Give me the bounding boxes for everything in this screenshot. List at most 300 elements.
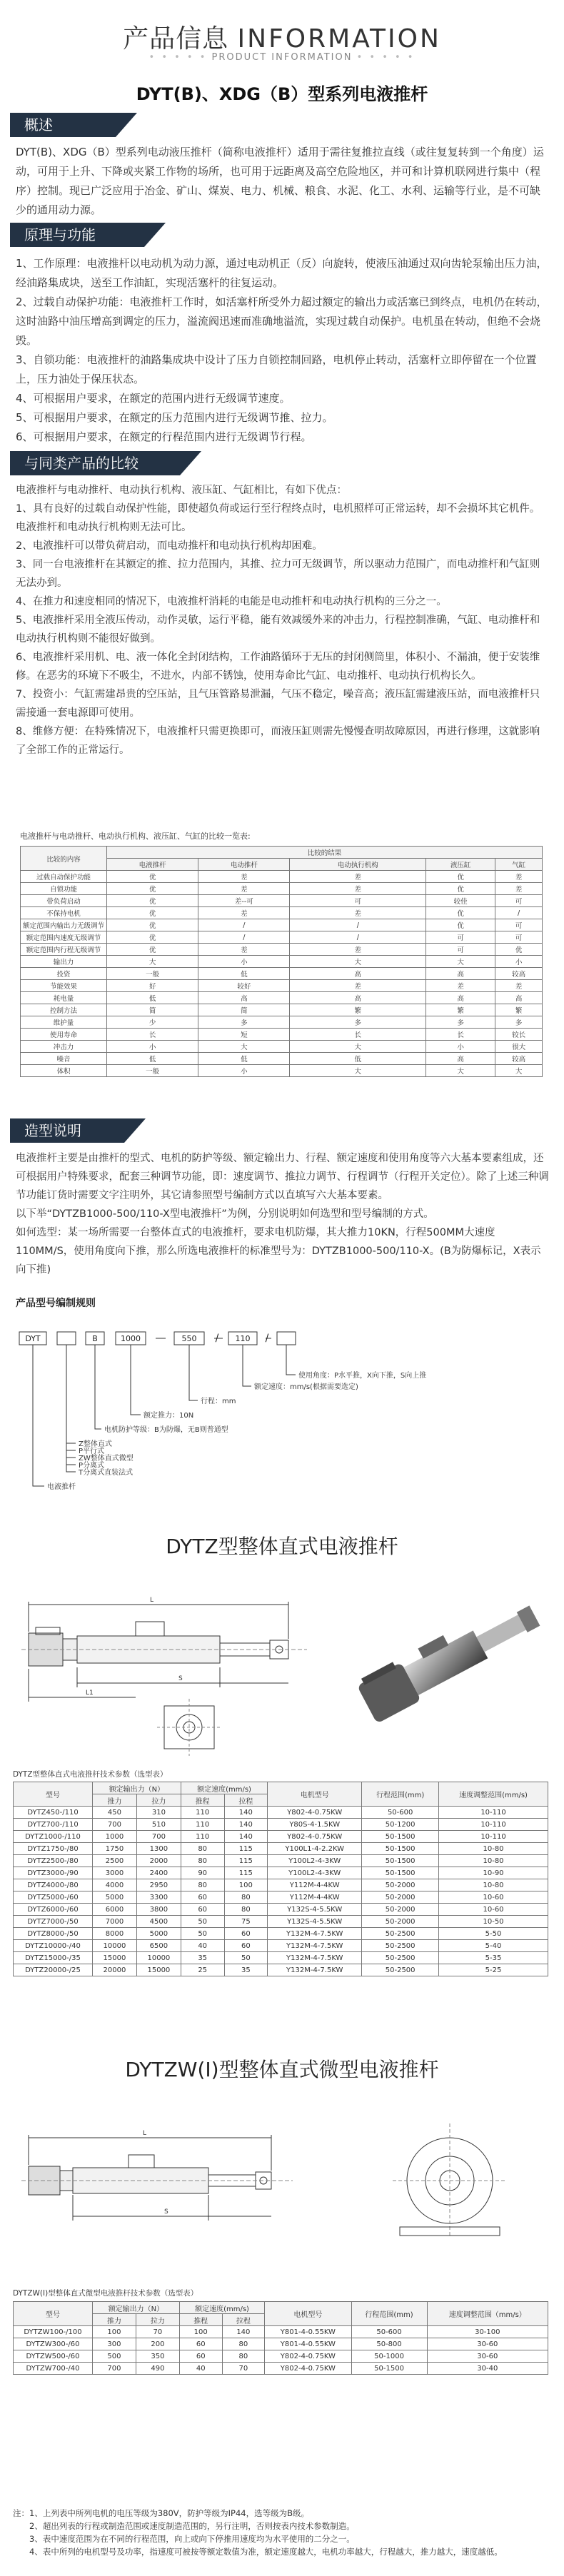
principle-list xyxy=(16,254,550,447)
code-label: Z整体直式 xyxy=(79,1440,112,1448)
table-header: 电机型号 xyxy=(268,1782,362,1807)
table-header: 行程范围(mm) xyxy=(351,2302,427,2326)
table-cell: DYTZW100-/100 xyxy=(14,2326,93,2338)
table-cell: 2400 xyxy=(136,1867,181,1879)
table-cell: 差 xyxy=(198,907,290,919)
table-cell: 40 xyxy=(181,1940,224,1952)
list-item: 7、投资小：气缸需建昂贵的空压站，且气压管路易泄漏，气压不稳定，噪音高；液压缸需建液压站，而电液推杆只需接通一套电源即可使用。 xyxy=(16,689,540,719)
table-cell: 6000 xyxy=(93,1904,137,1916)
table-cell: 优 xyxy=(107,895,198,907)
table-cell: 差 xyxy=(198,871,290,883)
table-cell: DYTZ15000-/35 xyxy=(14,1952,93,1964)
table-cell: 80 xyxy=(222,2338,265,2350)
table-cell: 3800 xyxy=(136,1904,181,1916)
table-cell: 繁 xyxy=(290,1004,426,1016)
table-cell: 700 xyxy=(93,2363,136,2375)
table-cell: 高 xyxy=(426,968,495,980)
table-cell: 100 xyxy=(93,2326,136,2338)
model1-title: DYTZ型整体直式电液推杆 xyxy=(166,1535,398,1558)
table-cell: 50-2000 xyxy=(362,1916,439,1928)
table-cell: 8000 xyxy=(93,1928,137,1940)
table-header: 拉程 xyxy=(222,2314,265,2326)
table-row xyxy=(14,1904,548,1916)
list-item: 1、工作原理：电液推杆以电动机为动力源，通过电动机正（反）向旋转，使液压油通过双向齿轮泵输出压力油，经油路集成块，送至工作油缸，实现活塞杆的往复运动。 xyxy=(16,257,548,289)
table-cell: 10-60 xyxy=(439,1891,548,1904)
table-cell: 50-2500 xyxy=(362,1952,439,1964)
table-cell: DYTZ1000-/110 xyxy=(14,1831,93,1843)
table-cell: 很大 xyxy=(495,1041,543,1053)
table-header: 拉程 xyxy=(224,1794,268,1807)
code-box-type xyxy=(57,1332,76,1345)
table-header: 型号 xyxy=(14,1782,93,1807)
table-cell: 可 xyxy=(426,944,495,956)
table-cell: 节能效果 xyxy=(21,980,107,992)
table-cell: DYTZ3000-/90 xyxy=(14,1867,93,1879)
table-cell: 差 xyxy=(290,871,426,883)
table-cell: 额定范围内速度无级调节 xyxy=(21,931,107,944)
code-label: ZW整体直式微型 xyxy=(79,1455,134,1463)
table-cell: 差 xyxy=(290,907,426,919)
table-cell: 2000 xyxy=(136,1855,181,1867)
table-cell: 50-1200 xyxy=(362,1819,439,1831)
table-cell: 10-80 xyxy=(439,1855,548,1867)
table-cell: 50 xyxy=(224,1952,268,1964)
table-cell: 多 xyxy=(426,1016,495,1029)
table-cell: 优 xyxy=(107,883,198,895)
table-row xyxy=(21,919,543,931)
table-cell: Y112M-4-4KW xyxy=(268,1891,362,1904)
table-cell: 繁 xyxy=(426,1004,495,1016)
table-cell: 可 xyxy=(495,895,543,907)
table-cell: 140 xyxy=(224,1831,268,1843)
table-cell: 50-600 xyxy=(351,2326,427,2338)
table-cell: 3000 xyxy=(93,1867,137,1879)
table-header: 推程 xyxy=(181,1794,224,1807)
table-cell: 50 xyxy=(181,1916,224,1928)
table-cell: 60 xyxy=(181,1904,224,1916)
table-cell: 450 xyxy=(93,1807,137,1819)
table-row xyxy=(21,931,543,944)
table-cell: 20000 xyxy=(93,1964,137,1976)
table-cell: 80 xyxy=(222,2350,265,2363)
table-cell: 差 xyxy=(290,980,426,992)
table-cell: 10-110 xyxy=(439,1819,548,1831)
code-label: 电液推杆 xyxy=(47,1483,76,1491)
selection-text xyxy=(16,1149,550,1279)
table-cell: 10-90 xyxy=(439,1867,548,1879)
list-item: 2、过载自动保护功能：电液推杆工作时，如活塞杆所受外力超过额定的输出力或活塞已到终点，电机仍在转动，这时油路中油压增高到调定的压力，溢流阀迅速而准确地溢流，实现过载自动保护。电机虽在转动，但绝不会烧毁。 xyxy=(16,296,548,347)
table-cell: 较高 xyxy=(495,1053,543,1065)
table-cell: 80 xyxy=(224,1891,268,1904)
table-cell: 差 xyxy=(426,980,495,992)
table-row xyxy=(21,871,543,883)
table-cell: DYTZW500-/60 xyxy=(14,2350,93,2363)
code-label: 使用角度：P水平推，X向下推，S向上推 xyxy=(298,1372,427,1380)
overview-text: DYT(B)、XDG（B）型系列电动液压推杆（简称电液推杆）适用于需往复推拉直线（或往复复转到一个角度）运动，可用于上升、下降或夹紧工作物的场所，也可用于远距离及高空危险地区，并可和计算机联网进行集中（程序）控制。现已广泛应用于冶金、矿山、煤炭、电力、机械、粮食、水泥、化工、水利、运输等行业，是不可缺少的通用动力源。 xyxy=(16,146,544,216)
table-cell: 50-2500 xyxy=(362,1964,439,1976)
comparison-table-body xyxy=(21,871,543,1077)
table-cell: 优 xyxy=(107,871,198,883)
table-cell: 低 xyxy=(290,1053,426,1065)
table-row xyxy=(14,2326,548,2338)
list-item: 电液推杆与电动推杆、电动执行机构、液压缸、气缸相比，有如下优点： xyxy=(16,485,347,496)
table-cell: Y132M-4-7.5KW xyxy=(268,1928,362,1940)
table-cell: DYTZ20000-/25 xyxy=(14,1964,93,1976)
table-cell: DYTZ450-/110 xyxy=(14,1807,93,1819)
table-group-header: 比较的结果 xyxy=(107,847,543,859)
note-line: 3、表中速度范围为在不同的行程范围，向上或向下停推用速度均为水平使用的二分之一。 xyxy=(13,2534,355,2544)
code-label: 额定推力：10N xyxy=(143,1412,194,1420)
table-row xyxy=(21,944,543,956)
table-cell: 差 xyxy=(495,980,543,992)
table-cell: Y80S-4-1.5KW xyxy=(268,1819,362,1831)
table-cell: 大 xyxy=(290,1041,426,1053)
table-header: 额定输出力（N） xyxy=(93,2302,180,2314)
table-cell: Y132M-4-7.5KW xyxy=(268,1952,362,1964)
table-cell: Y112M-4-4KW xyxy=(268,1879,362,1891)
table-cell: 4500 xyxy=(136,1916,181,1928)
table-cell: DYTZ7000-/50 xyxy=(14,1916,93,1928)
notes xyxy=(13,2507,553,2558)
table-cell: Y802-4-0.75KW xyxy=(265,2350,351,2363)
table-cell: 多 xyxy=(290,1016,426,1029)
table-cell: 低 xyxy=(198,1053,290,1065)
table-cell: 500 xyxy=(93,2350,136,2363)
table-cell: 5000 xyxy=(136,1928,181,1940)
table-cell: 15000 xyxy=(136,1964,181,1976)
table-cell: 长 xyxy=(107,1029,198,1041)
table-cell: 10-50 xyxy=(439,1916,548,1928)
table-header: 拉力 xyxy=(136,2314,179,2326)
table-cell: 可 xyxy=(290,895,426,907)
table-cell: 90 xyxy=(181,1867,224,1879)
table-cell: 优 xyxy=(426,907,495,919)
code-label: T分离式直装法式 xyxy=(79,1469,134,1477)
table-header: 速度调整范围(mm/s) xyxy=(439,1782,548,1807)
section-bar-overview: 概述 xyxy=(10,113,116,137)
table-cell: 10-60 xyxy=(439,1904,548,1916)
table-cell: 简 xyxy=(198,1004,290,1016)
table-cell: Y801-4-0.55KW xyxy=(265,2338,351,2350)
table-cell: 输出力 xyxy=(21,956,107,968)
table-cell: Y802-4-0.75KW xyxy=(265,2363,351,2375)
table-cell: 700 xyxy=(136,1831,181,1843)
table-cell: 50-1500 xyxy=(362,1855,439,1867)
list-item: 6、电液推杆采用机、电、液一体化全封闭结构，工作油路循环于无压的封闭侧筒里，体积小、不漏油，便于安装维修。在恶劣的环境下不吸尘，不进水，内部不锈蚀，使用寿命比气缸、电动推杆、电动执行机构长久。 xyxy=(16,652,540,682)
svg-text:L: L xyxy=(150,1597,154,1604)
table-cell: 60 xyxy=(224,1928,268,1940)
table-cell: 优 xyxy=(107,931,198,944)
table-cell: 490 xyxy=(136,2363,179,2375)
list-item: 如何选型：某一场所需要一台整体直式的电液推杆，要求电机防爆，其大推力10KN，行程500MM大速度110MM/S，使用角度向下推，那么所选电液推杆的标准型号为：DYTZB1000-500/110-X。(B为防爆标记，X表示向下推) xyxy=(16,1227,541,1276)
table-cell: Y132M-4-7.5KW xyxy=(268,1940,362,1952)
table-cell: 100 xyxy=(179,2326,222,2338)
table-cell: / xyxy=(198,931,290,944)
table-header: 电液推杆 xyxy=(107,859,198,871)
table-cell: 大 xyxy=(290,1065,426,1077)
table-cell: 350 xyxy=(136,2350,179,2363)
table-cell: 高 xyxy=(495,992,543,1004)
header-title xyxy=(0,19,564,55)
table-header: 推力 xyxy=(93,1794,137,1807)
table-cell: 小 xyxy=(107,1041,198,1053)
table-row xyxy=(14,1819,548,1831)
table-cell: 大 xyxy=(290,956,426,968)
code-label: P平行式 xyxy=(79,1448,105,1455)
table-cell: 5-35 xyxy=(439,1952,548,1964)
model2-title: DYTZW(I)型整体直式微型电液推杆 xyxy=(125,2058,439,2081)
table-cell: Y132S-4-5.5KW xyxy=(268,1916,362,1928)
table-cell: 额定范围内行程无级调节 xyxy=(21,944,107,956)
note-line: 4、表中所列的电机型号及功率，指速度可被按等额定数值为准，额定速度越大，电机功率越大，行程越大，推力越大，速度越低。 xyxy=(13,2547,503,2557)
svg-text:S: S xyxy=(164,2208,168,2216)
table-cell: 35 xyxy=(181,1952,224,1964)
table-cell: 较长 xyxy=(495,1029,543,1041)
header-title-en: INFORMATION xyxy=(237,24,441,54)
table-cell: 优 xyxy=(107,944,198,956)
table-cell: 50-2000 xyxy=(362,1891,439,1904)
note-line: 注：1、上列表中所列电机的电压等级为380V，防护等级为IP44，选等级为B级。 xyxy=(13,2508,309,2518)
table-cell: Y801-4-0.55KW xyxy=(265,2326,351,2338)
model1-end-view xyxy=(157,1699,243,1763)
table-cell: 30-60 xyxy=(427,2338,548,2350)
table-cell: 50-2500 xyxy=(362,1928,439,1940)
code-box-text: 110 xyxy=(235,1334,251,1343)
table-cell: 可 xyxy=(495,919,543,931)
table-cell: 优 xyxy=(426,871,495,883)
table-row xyxy=(14,2350,548,2363)
code-box-angle xyxy=(277,1332,296,1345)
code-box-text: 550 xyxy=(181,1334,197,1343)
table-cell: 可 xyxy=(426,931,495,944)
table-cell: 一般 xyxy=(107,1065,198,1077)
table-header: 行程范围(mm) xyxy=(362,1782,439,1807)
table-cell: 低 xyxy=(198,968,290,980)
table-row xyxy=(14,1855,548,1867)
table-cell: DYTZ700-/110 xyxy=(14,1819,93,1831)
table-cell: 30-100 xyxy=(427,2326,548,2338)
table-cell: 可 xyxy=(495,931,543,944)
section-bar-selection: 造型说明 xyxy=(10,1118,124,1143)
table-cell: 115 xyxy=(224,1867,268,1879)
table-cell: 80 xyxy=(181,1843,224,1855)
table-cell: 短 xyxy=(198,1029,290,1041)
table-row xyxy=(14,1964,548,1976)
header-subtitle: • • • • • PRODUCT INFORMATION • • • • • xyxy=(148,52,416,63)
table-header: 额定速度(mm/s) xyxy=(181,1782,267,1794)
table-cell: 大 xyxy=(107,956,198,968)
table-cell: 长 xyxy=(290,1029,426,1041)
table-cell: 大 xyxy=(426,956,495,968)
table-row xyxy=(14,1940,548,1952)
table-cell: 耗电量 xyxy=(21,992,107,1004)
table-cell: 高 xyxy=(426,992,495,1004)
table-cell: 1000 xyxy=(93,1831,137,1843)
table-cell: DYTZ8000-/50 xyxy=(14,1928,93,1940)
table-cell: 2500 xyxy=(93,1855,137,1867)
table-cell: DYTZ10000-/40 xyxy=(14,1940,93,1952)
table-header: 电机型号 xyxy=(265,2302,351,2326)
table-cell: 110 xyxy=(181,1807,224,1819)
table-cell: 冲击力 xyxy=(21,1041,107,1053)
table-cell: 200 xyxy=(136,2338,179,2350)
table-header: 电动执行机构 xyxy=(290,859,426,871)
table-cell: 额定范围内输出力无级调节 xyxy=(21,919,107,931)
table-cell: 5-50 xyxy=(439,1928,548,1940)
table-cell: 75 xyxy=(224,1916,268,1928)
table-cell: 差 xyxy=(495,871,543,883)
model1-spec-table xyxy=(13,1782,548,1976)
table-cell: DYTZW300-/60 xyxy=(14,2338,93,2350)
table-cell: 50-2000 xyxy=(362,1904,439,1916)
table-cell: 较高 xyxy=(495,968,543,980)
model-code-diagram xyxy=(16,1293,551,1515)
table-cell: / xyxy=(290,931,426,944)
table-row xyxy=(14,1843,548,1855)
table-header: 型号 xyxy=(14,2302,93,2326)
table-row xyxy=(21,968,543,980)
table-cell: / xyxy=(198,919,290,931)
table-row xyxy=(14,1867,548,1879)
table-row xyxy=(14,1891,548,1904)
table-cell: 60 xyxy=(224,1940,268,1952)
table-cell: 优 xyxy=(426,883,495,895)
table-cell: 好 xyxy=(107,980,198,992)
table-cell: 50-800 xyxy=(351,2338,427,2350)
table-cell: 2950 xyxy=(136,1879,181,1891)
table-cell: 小 xyxy=(426,1041,495,1053)
model2-end-view xyxy=(371,2113,528,2248)
table-cell: 140 xyxy=(224,1807,268,1819)
table-cell: 小 xyxy=(198,1065,290,1077)
list-item: 2、电液推杆可以带负荷启动，而电动推杆和电动执行机构却困难。 xyxy=(16,540,323,552)
table-cell: 700 xyxy=(93,1819,137,1831)
table-cell: 优 xyxy=(426,919,495,931)
model2-drawing xyxy=(21,2102,328,2245)
table-cell: DYTZ4000-/80 xyxy=(14,1879,93,1891)
code-label: P分离式 xyxy=(79,1462,105,1470)
table-cell: 大 xyxy=(198,1041,290,1053)
table-cell: 300 xyxy=(93,2338,136,2350)
code-label: 行程：mm xyxy=(201,1398,236,1405)
table-row xyxy=(21,1065,543,1077)
table-header: 拉力 xyxy=(136,1794,181,1807)
model-code-heading: 产品型号编制规则 xyxy=(16,1298,96,1309)
table-row xyxy=(14,1807,548,1819)
table-cell: 繁 xyxy=(495,1004,543,1016)
table-cell: Y132M-4-7.5KW xyxy=(268,1964,362,1976)
svg-text:L1: L1 xyxy=(86,1689,94,1697)
table-row xyxy=(14,1831,548,1843)
table-cell: 110 xyxy=(181,1819,224,1831)
table-cell: 优 xyxy=(107,907,198,919)
table-cell: 60 xyxy=(179,2350,222,2363)
table-cell: DYTZ1750-/80 xyxy=(14,1843,93,1855)
table-row xyxy=(14,1928,548,1940)
table-cell: 差 xyxy=(198,944,290,956)
table-cell: 高 xyxy=(426,1053,495,1065)
list-item: 4、在推力和速度相同的情况下，电液推杆消耗的电能是电动推杆和电动执行机构的三分之一。 xyxy=(16,596,447,607)
table-row xyxy=(21,1029,543,1041)
list-item: 3、自锁功能：电液推杆的油路集成块中设计了压力自锁控制回路，电机停止转动，活塞杆立即停留在一个位置上，压力油处于保压状态。 xyxy=(16,353,537,385)
table-cell: Y802-4-0.75KW xyxy=(268,1831,362,1843)
table-cell: 多 xyxy=(198,1016,290,1029)
table-cell: 高 xyxy=(198,992,290,1004)
table-cell: 维护量 xyxy=(21,1016,107,1029)
table-cell: 噪音 xyxy=(21,1053,107,1065)
table-cell: 一般 xyxy=(107,968,198,980)
table-row xyxy=(14,1916,548,1928)
table-row xyxy=(14,2338,548,2350)
table-cell: 5000 xyxy=(93,1891,137,1904)
table-cell: 70 xyxy=(222,2363,265,2375)
table-cell: 投资 xyxy=(21,968,107,980)
list-item: 3、同一台电液推杆在其额定的推、拉力范围内，其推、拉力可无级调节，所以驱动力范围广，而电动推杆和气缸则无法办到。 xyxy=(16,559,540,589)
table-cell: 140 xyxy=(222,2326,265,2338)
table-header: 额定速度(mm/s) xyxy=(179,2302,264,2314)
table-cell: 优 xyxy=(495,944,543,956)
page-header xyxy=(0,0,564,71)
note-line: 2、超出列表的行程或制造范围或速度制造范围的，另行注明，否则按表内技术参数制造。 xyxy=(13,2521,355,2531)
table-cell: DYTZ2500-/80 xyxy=(14,1855,93,1867)
table-row xyxy=(21,1041,543,1053)
table-row xyxy=(14,1952,548,1964)
table-cell: 50-2000 xyxy=(362,1879,439,1891)
list-item: 8、维修方便：在特殊情况下，电液推杆只需更换即可，而液压缸则需先慢慢查明故障原因，再进行修理，这就影响了全部工作的正常运行。 xyxy=(16,726,540,756)
table-header: 推程 xyxy=(179,2314,222,2326)
table-row xyxy=(21,1016,543,1029)
model1-drawing xyxy=(21,1576,321,1712)
list-item: 4、可根据用户要求，在额定的范围内进行无级调节速度。 xyxy=(16,392,291,405)
table-cell: 80 xyxy=(181,1855,224,1867)
table-header: 气缸 xyxy=(495,859,543,871)
model2-table-body xyxy=(14,2326,548,2375)
table-cell: 较好 xyxy=(198,980,290,992)
table-cell: 80 xyxy=(224,1904,268,1916)
comparison-table-caption: 电液推杆与电动推杆、电动执行机构、液压缸、气缸的比较一览表: xyxy=(20,832,251,841)
table-row xyxy=(21,980,543,992)
svg-text:/: / xyxy=(265,1333,269,1344)
table-cell: 4000 xyxy=(93,1879,137,1891)
table-cell: Y100L2-4-3KW xyxy=(268,1867,362,1879)
comparison-list xyxy=(16,481,550,759)
table-cell: 多 xyxy=(495,1016,543,1029)
table-cell: 50-1500 xyxy=(351,2363,427,2375)
table-header: 速度调整范围（mm/s） xyxy=(427,2302,548,2326)
table-cell: DYTZ5000-/60 xyxy=(14,1891,93,1904)
table-cell: 差 xyxy=(198,883,290,895)
list-item: 以下举“DYTZB1000-500/110-X型电液推杆”为例，分别说明如何选型和型号编制的方式。 xyxy=(16,1208,434,1220)
table-cell: 过载自动保护功能 xyxy=(21,871,107,883)
table-cell: 10000 xyxy=(136,1952,181,1964)
table-cell: 50-1500 xyxy=(362,1831,439,1843)
table-cell: 100 xyxy=(224,1879,268,1891)
table-row xyxy=(21,883,543,895)
list-item: 6、可根据用户要求，在额定的行程范围内进行无级调节行程。 xyxy=(16,430,312,443)
list-item: 5、电液推杆采用全液压传动，动作灵敏，运行平稳，能有效减缓外来的冲击力，行程控制准确，气缸、电动推杆和电动执行机构则不能很好做到。 xyxy=(16,615,540,645)
table-cell: 60 xyxy=(181,1891,224,1904)
table-cell: 10-110 xyxy=(439,1831,548,1843)
table-cell: 3300 xyxy=(136,1891,181,1904)
svg-text:L: L xyxy=(143,2130,147,2137)
table-cell: 50-600 xyxy=(362,1807,439,1819)
table-cell: / xyxy=(290,919,426,931)
table-cell: 1750 xyxy=(93,1843,137,1855)
table-header: 推力 xyxy=(93,2314,136,2326)
table-cell: 10-80 xyxy=(439,1843,548,1855)
table-cell: 25 xyxy=(181,1964,224,1976)
code-label: 额定速度：mm/s(根据需要选定) xyxy=(254,1383,358,1391)
